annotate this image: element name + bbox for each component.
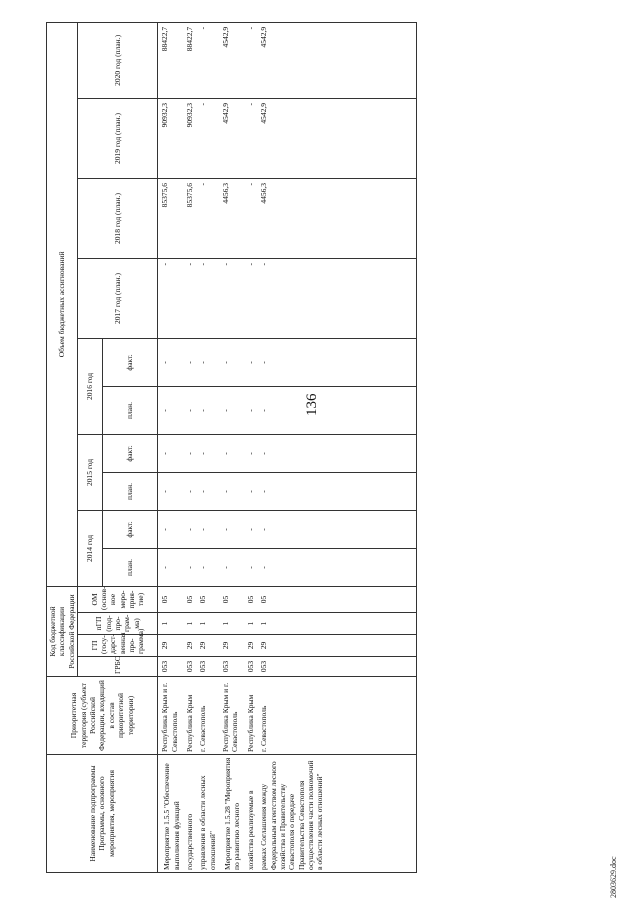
table-row <box>219 22 244 872</box>
row-2019: - <box>244 98 257 178</box>
row-2014-plan: - <box>244 548 257 586</box>
row-2016-fact: - <box>257 338 417 386</box>
row-territory: Республика Крым <box>244 677 257 755</box>
row-2016-fact: - <box>244 338 257 386</box>
row-om: 05 <box>183 586 196 612</box>
row-2017: - <box>158 258 183 338</box>
row-grbs: 053 <box>196 657 219 677</box>
row-2016-plan: - <box>219 386 244 434</box>
row-gp: 29 <box>257 635 417 657</box>
table-row <box>158 22 183 872</box>
row-2014-fact: - <box>257 510 417 548</box>
row-2016-fact: - <box>158 338 183 386</box>
table-row <box>183 22 196 872</box>
row-2015-plan: - <box>196 472 219 510</box>
table-row <box>257 22 417 872</box>
row-name: Мероприятие 1.5.28 "Мероприятия по развитию лесного <box>219 755 244 873</box>
header-gp: ГП (госу-дарст-венная про-грамма) <box>78 635 158 657</box>
row-pgp: 1 <box>196 613 219 635</box>
header-volume: Объем бюджетных ассигнований <box>47 22 78 586</box>
row-2019: 90932,3 <box>183 98 196 178</box>
header-2018: 2018 год (план.) <box>78 178 158 258</box>
row-grbs: 053 <box>183 657 196 677</box>
row-2014-plan: - <box>196 548 219 586</box>
page-number: 136 <box>304 393 320 416</box>
row-2019: 4542,9 <box>257 98 417 178</box>
header-2017: 2017 год (план.) <box>78 258 158 338</box>
row-name: рамках Соглашения между Федеральным агентством лесного хозяйства и Правительству Севастополя о передаче Правительства Севастополя осуществления части полномочий в области лесных отношений" <box>257 755 417 873</box>
row-grbs: 053 <box>257 657 417 677</box>
row-2014-plan: - <box>257 548 417 586</box>
row-2015-plan: - <box>158 472 183 510</box>
row-pgp: 1 <box>183 613 196 635</box>
row-2018: - <box>196 178 219 258</box>
header-kbk: Код бюджетной классификации Российской Федерации <box>47 586 78 676</box>
row-2014-plan: - <box>219 548 244 586</box>
row-om: 05 <box>244 586 257 612</box>
row-2018: 4456,3 <box>257 178 417 258</box>
row-2016-plan: - <box>257 386 417 434</box>
row-2018: 85375,6 <box>183 178 196 258</box>
row-2016-plan: - <box>183 386 196 434</box>
row-2015-fact: - <box>183 434 196 472</box>
header-grbs: ГРБС <box>78 657 158 677</box>
header-2014: 2014 год <box>78 510 103 586</box>
row-territory: г. Севастополь <box>257 677 417 755</box>
header-2015: 2015 год <box>78 434 103 510</box>
row-name: Мероприятие 1.5.5 "Обеспечение выполнения функций <box>158 755 183 873</box>
row-2016-fact: - <box>196 338 219 386</box>
row-territory: г. Севастополь <box>196 677 219 755</box>
row-territory: Республика Крым и г. Севастополь <box>219 677 244 755</box>
row-2014-fact: - <box>196 510 219 548</box>
row-2019: 90932,3 <box>158 98 183 178</box>
row-2014-fact: - <box>244 510 257 548</box>
table-row <box>196 22 219 872</box>
header-2014-plan: план. <box>103 548 158 586</box>
row-territory: Республика Крым <box>183 677 196 755</box>
row-pgp: 1 <box>219 613 244 635</box>
row-name: государственного <box>183 755 196 873</box>
row-2018: 85375,6 <box>158 178 183 258</box>
row-2016-plan: - <box>158 386 183 434</box>
row-2020: 88422,7 <box>158 22 183 98</box>
row-pgp: 1 <box>257 613 417 635</box>
row-2020: 4542,9 <box>219 22 244 98</box>
row-2017: - <box>257 258 417 338</box>
row-gp: 29 <box>158 635 183 657</box>
header-2019: 2019 год (план.) <box>78 98 158 178</box>
table-row <box>244 22 257 872</box>
footer-document-code: 2803629.doc <box>609 856 618 898</box>
header-2020: 2020 год (план.) <box>78 22 158 98</box>
row-om: 05 <box>196 586 219 612</box>
header-2016: 2016 год <box>78 338 103 434</box>
row-gp: 29 <box>244 635 257 657</box>
row-om: 05 <box>257 586 417 612</box>
row-pgp: 1 <box>244 613 257 635</box>
row-2017: - <box>196 258 219 338</box>
row-2014-plan: - <box>158 548 183 586</box>
header-name: Наименование подпрограммы Программы, основного мероприятия, мероприятия <box>47 755 158 873</box>
row-2015-fact: - <box>158 434 183 472</box>
row-2015-fact: - <box>196 434 219 472</box>
header-om: ОМ (основ-ное меро-прия-тие) <box>78 586 158 612</box>
row-2016-fact: - <box>183 338 196 386</box>
budget-table-container <box>46 23 556 873</box>
header-2015-plan: план. <box>103 472 158 510</box>
row-2020: - <box>244 22 257 98</box>
row-2018: - <box>244 178 257 258</box>
row-2015-plan: - <box>219 472 244 510</box>
row-2015-fact: - <box>219 434 244 472</box>
header-territory: Приоритетная территория (субъект Российской Федерации, входящий в состав приоритетной территории) <box>47 677 158 755</box>
header-2014-fact: факт. <box>103 510 158 548</box>
row-om: 05 <box>158 586 183 612</box>
header-2015-fact: факт. <box>103 434 158 472</box>
row-2020: 4542,9 <box>257 22 417 98</box>
row-2015-plan: - <box>257 472 417 510</box>
row-2015-plan: - <box>244 472 257 510</box>
row-grbs: 053 <box>158 657 183 677</box>
row-2014-fact: - <box>183 510 196 548</box>
header-pgp: пГП (под-про-грам-ма) <box>78 613 158 635</box>
row-grbs: 053 <box>244 657 257 677</box>
row-2020: 88422,7 <box>183 22 196 98</box>
row-2014-fact: - <box>219 510 244 548</box>
row-2019: 4542,9 <box>219 98 244 178</box>
row-2015-fact: - <box>244 434 257 472</box>
row-2015-plan: - <box>183 472 196 510</box>
row-2020: - <box>196 22 219 98</box>
budget-table <box>46 22 417 873</box>
row-2016-plan: - <box>244 386 257 434</box>
row-2017: - <box>244 258 257 338</box>
row-2015-fact: - <box>257 434 417 472</box>
row-territory: Республика Крым и г. Севастополь <box>158 677 183 755</box>
row-gp: 29 <box>219 635 244 657</box>
row-name: управления в области лесных отношений" <box>196 755 219 873</box>
row-name: хозяйства реализуемые в <box>244 755 257 873</box>
row-grbs: 053 <box>219 657 244 677</box>
header-2016-plan: план. <box>103 386 158 434</box>
header-2016-fact: факт. <box>103 338 158 386</box>
row-om: 05 <box>219 586 244 612</box>
row-2014-fact: - <box>158 510 183 548</box>
row-2014-plan: - <box>183 548 196 586</box>
row-gp: 29 <box>183 635 196 657</box>
row-2017: - <box>219 258 244 338</box>
row-pgp: 1 <box>158 613 183 635</box>
row-gp: 29 <box>196 635 219 657</box>
row-2017: - <box>183 258 196 338</box>
row-2018: 4456,3 <box>219 178 244 258</box>
row-2016-fact: - <box>219 338 244 386</box>
row-2016-plan: - <box>196 386 219 434</box>
row-2019: - <box>196 98 219 178</box>
